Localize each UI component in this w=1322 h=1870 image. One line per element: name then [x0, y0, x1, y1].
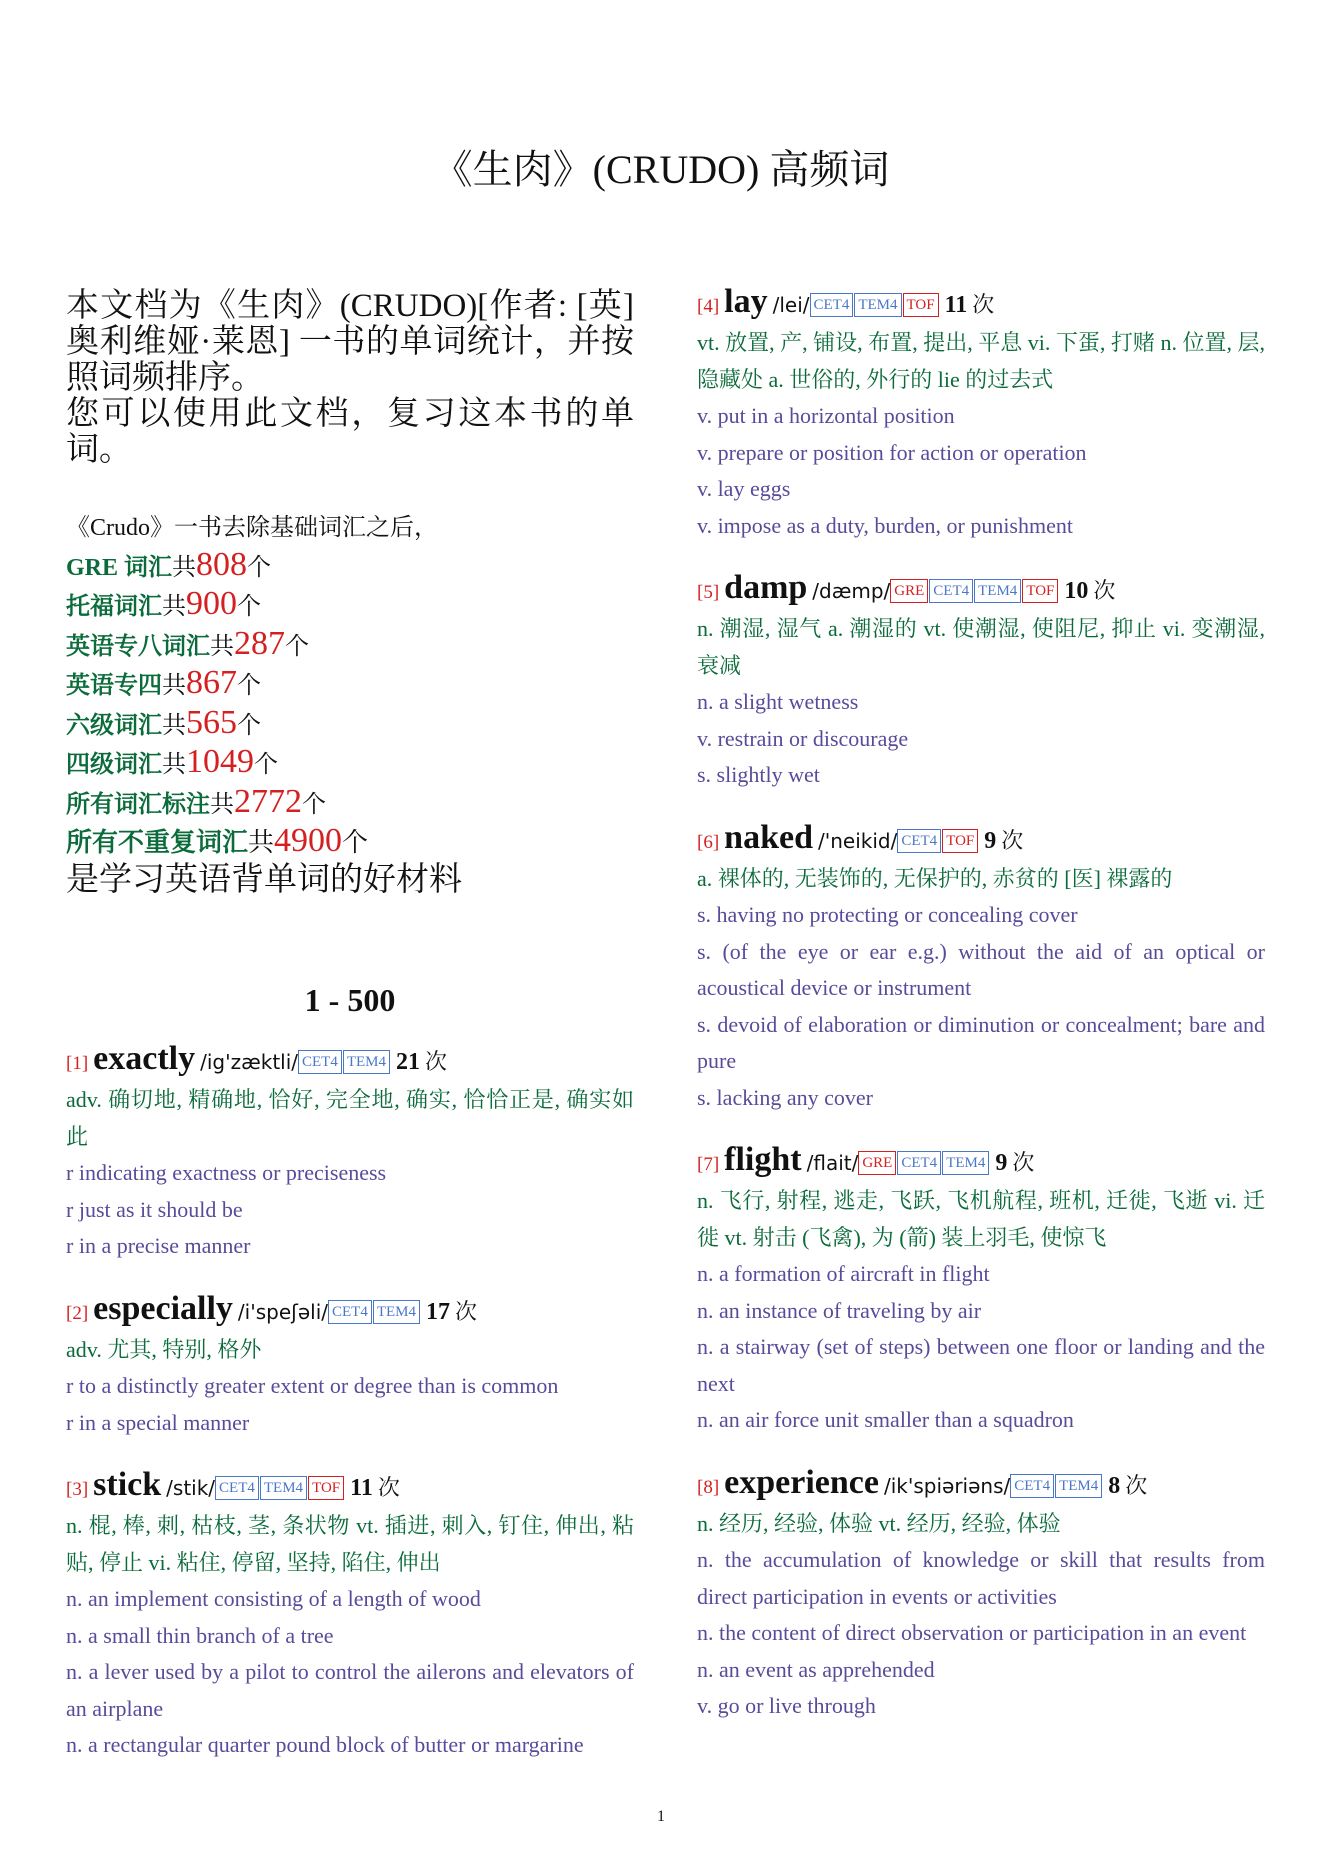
stat-row [66, 626, 634, 666]
word-entry [66, 1467, 634, 1764]
entry-phonetic: /flait/ [806, 1151, 859, 1175]
entry-tag: TOF [308, 1476, 344, 1500]
entry-index: [1] [66, 1053, 89, 1074]
intro-line-2: 您可以使用此文档，复习这本书的单词。 [66, 396, 634, 468]
entry-head [66, 1467, 634, 1508]
entry-count: 21 [396, 1049, 421, 1075]
entry-english-definition: r in a special manner [66, 1409, 250, 1435]
stat-total-word: 共 [162, 712, 186, 739]
page-number: 1 [657, 1808, 665, 1825]
entries-left [66, 1041, 634, 1764]
entry-phonetic: /stik/ [166, 1476, 216, 1500]
entry-index: [5] [697, 582, 720, 603]
entry-english-definition: v. put in a horizontal position [697, 403, 955, 428]
stat-label: GRE 词汇 [66, 554, 173, 581]
stat-count: 565 [186, 703, 237, 741]
stat-label: 所有词汇标注 [66, 791, 210, 818]
entry-count-suffix: 次 [1012, 1150, 1035, 1175]
stat-row [66, 744, 634, 784]
entry-english-definition: v. impose as a duty, burden, or punishment [697, 512, 1073, 538]
entry-tag: TEM4 [974, 579, 1021, 603]
entry-tag: TOF [903, 293, 939, 317]
stat-unit: 个 [285, 633, 309, 660]
entry-word: especially [93, 1289, 233, 1327]
right-column [697, 284, 1265, 1751]
stat-total-word: 共 [162, 673, 186, 699]
entry-index: [2] [66, 1302, 89, 1324]
stat-row [66, 705, 634, 745]
entry-index: [3] [66, 1479, 89, 1500]
entry-count: 10 [1064, 578, 1089, 604]
entry-head [697, 284, 1265, 325]
entry-word: lay [724, 283, 768, 320]
entry-english-definition: r indicating exactness or preciseness [66, 1160, 387, 1185]
intro-line-1: 本文档为《生肉》(CRUDO)[作者: [英] 奥利维娅·莱恩] 一书的单词统计，并按照词频排序。 [66, 288, 634, 396]
entry-english-definition: n. a rectangular quarter pound block of butter or margarine [66, 1732, 584, 1757]
stat-unit: 个 [342, 828, 369, 857]
stat-total-word: 共 [210, 791, 234, 818]
entry-head [697, 570, 1265, 611]
stat-unit: 个 [237, 594, 261, 620]
stat-count: 287 [234, 624, 285, 662]
word-entry [697, 284, 1265, 544]
stat-count: 4900 [274, 822, 343, 859]
entry-english-definition: n. an event as apprehended [697, 1656, 935, 1682]
entry-phonetic: /lei/ [772, 293, 810, 317]
entries-right [697, 284, 1265, 1725]
entry-count-suffix: 次 [425, 1049, 448, 1074]
entry-count-suffix: 次 [972, 292, 995, 317]
entry-head [66, 1291, 634, 1332]
stat-unit: 个 [237, 673, 261, 699]
entry-english-definition: s. having no protecting or concealing cover [697, 902, 1078, 927]
entry-tag: TEM4 [260, 1476, 307, 1500]
stat-total-word: 共 [248, 828, 275, 857]
range-heading: 1 - 500 [304, 982, 396, 1018]
entry-phonetic: /dæmp/ [812, 579, 891, 603]
entry-english-definition: n. an air force unit smaller than a squadron [697, 1407, 1074, 1432]
entry-english-definition: n. a slight wetness [697, 689, 859, 714]
entry-english-definition: r just as it should be [66, 1196, 243, 1222]
entry-word: experience [724, 1463, 879, 1501]
entry-english-definition: n. the accumulation of knowledge or skill that results from direct participation in events or activities [697, 1547, 1265, 1609]
left-column [66, 288, 634, 1790]
entry-count: 9 [995, 1150, 1008, 1176]
stat-label: 英语专八词汇 [66, 633, 210, 660]
intro [66, 288, 634, 468]
entry-head [697, 1142, 1265, 1183]
entry-tag: TEM4 [373, 1300, 420, 1324]
entry-tag: TOF [942, 829, 978, 853]
entry-chinese-definition: n. 潮湿, 湿气 a. 潮湿的 vt. 使潮湿, 使阻尼, 抑止 vi. 变潮湿, 衰减 [697, 616, 1265, 678]
entry-word: naked [724, 818, 813, 856]
word-entry [66, 1291, 634, 1442]
stat-unit: 个 [237, 712, 261, 739]
stat-count: 808 [196, 545, 248, 583]
entry-tag: CET4 [929, 579, 973, 603]
entry-chinese-definition: n. 经历, 经验, 体验 vt. 经历, 经验, 体验 [697, 1510, 1061, 1536]
stat-row [66, 547, 634, 587]
entry-phonetic: /ig'zæktli/ [200, 1050, 299, 1074]
stat-count: 2772 [234, 782, 302, 820]
entry-chinese-definition: vt. 放置, 产, 铺设, 布置, 提出, 平息 vi. 下蛋, 打赌 n. 位置, 层, 隐藏处 a. 世俗的, 外行的 lie 的过去式 [697, 330, 1265, 392]
entry-english-definition: n. a stairway (set of steps) between one floor or landing and the next [697, 1334, 1265, 1396]
stat-label: 英语专四 [66, 673, 162, 699]
entry-tag: TEM4 [1055, 1474, 1102, 1498]
entry-tag: CET4 [897, 829, 941, 853]
stat-row [66, 586, 634, 626]
entry-tag: GRE [890, 579, 928, 603]
entry-tag: TEM4 [942, 1151, 989, 1175]
entry-chinese-definition: a. 裸体的, 无装饰的, 无保护的, 赤贫的 [医] 裸露的 [697, 865, 1173, 891]
entry-chinese-definition: adv. 确切地, 精确地, 恰好, 完全地, 确实, 恰恰正是, 确实如此 [66, 1087, 634, 1149]
entry-tag: TOF [1022, 579, 1058, 603]
entry-word: damp [724, 569, 808, 606]
word-entry [697, 1142, 1265, 1439]
stat-total-word: 共 [172, 554, 197, 581]
stat-count: 900 [186, 585, 237, 622]
stat-count: 1049 [186, 743, 254, 780]
entry-chinese-definition: n. 棍, 棒, 刺, 枯枝, 茎, 条状物 vt. 插进, 刺入, 钉住, 伸出, 粘贴, 停止 vi. 粘住, 停留, 坚持, 陷住, 伸出 [66, 1513, 634, 1575]
entry-count: 8 [1108, 1472, 1121, 1499]
word-entry [66, 1041, 634, 1265]
entry-english-definition: n. an instance of traveling by air [697, 1297, 982, 1323]
entry-tag: CET4 [298, 1050, 342, 1074]
stat-label: 四级词汇 [66, 752, 162, 778]
entry-tag: CET4 [897, 1151, 941, 1175]
entry-tag: CET4 [1010, 1474, 1054, 1498]
entry-count: 17 [426, 1298, 451, 1325]
page-title: 《生肉》(CRUDO) 高频词 [432, 147, 890, 192]
stat-unit: 个 [247, 554, 272, 581]
entry-english-definition: n. a small thin branch of a tree [66, 1622, 334, 1648]
entry-head [66, 1041, 634, 1082]
entry-index: [8] [697, 1476, 720, 1498]
entry-english-definition: s. lacking any cover [697, 1084, 873, 1110]
entry-english-definition: v. go or live through [697, 1693, 876, 1718]
stat-label: 六级词汇 [66, 712, 162, 739]
entry-head [697, 1465, 1265, 1506]
entry-index: [6] [697, 831, 720, 853]
entry-english-definition: n. the content of direct observation or participation in an event [697, 1620, 1247, 1645]
entry-head [697, 820, 1265, 861]
stat-total-word: 共 [162, 594, 186, 620]
entry-count: 11 [944, 292, 968, 318]
stat-row [66, 665, 634, 705]
entry-count-suffix: 次 [1001, 827, 1024, 853]
stat-unit: 个 [302, 791, 326, 818]
stat-unit: 个 [254, 752, 278, 778]
entry-count: 9 [984, 827, 997, 854]
stat-row [66, 823, 634, 862]
entry-english-definition: n. an implement consisting of a length of wood [66, 1586, 481, 1611]
entry-phonetic: /i'speʃəli/ [237, 1299, 329, 1324]
stat-label: 所有不重复词汇 [66, 828, 249, 857]
entry-chinese-definition: n. 飞行, 射程, 逃走, 飞跃, 飞机航程, 班机, 迁徙, 飞逝 vi. 迁徙 vt. 射击 (飞禽), 为 (箭) 装上羽毛, 使惊飞 [697, 1188, 1265, 1250]
stat-total-word: 共 [210, 633, 234, 660]
stat-label: 托福词汇 [66, 594, 162, 620]
word-entry [697, 820, 1265, 1117]
entry-english-definition: r to a distinctly greater extent or degree than is common [66, 1373, 559, 1398]
word-entry [697, 1465, 1265, 1725]
stat-row [66, 784, 634, 824]
stats-lead: 《Crudo》一书去除基础词汇之后， [66, 515, 438, 541]
entry-chinese-definition: adv. 尤其, 特别, 格外 [66, 1336, 262, 1362]
entry-index: [7] [697, 1154, 720, 1175]
entry-english-definition: v. lay eggs [697, 476, 791, 501]
entry-count: 11 [350, 1475, 373, 1501]
entry-word: stick [93, 1466, 162, 1503]
entry-tag: CET4 [810, 293, 854, 317]
stats-closing: 是学习英语背单词的好材料 [66, 861, 462, 898]
entry-word: flight [724, 1141, 802, 1178]
entry-english-definition: s. slightly wet [697, 762, 820, 787]
entry-count-suffix: 次 [455, 1298, 478, 1324]
entry-phonetic: /'neikid/ [817, 828, 898, 853]
entry-count-suffix: 次 [1093, 578, 1116, 603]
stat-total-word: 共 [162, 752, 186, 778]
entry-word: exactly [93, 1040, 196, 1077]
stats-list [66, 547, 634, 862]
entry-english-definition: v. restrain or discourage [697, 725, 909, 751]
entry-english-definition: n. a formation of aircraft in flight [697, 1261, 990, 1286]
entry-tag: GRE [858, 1151, 896, 1175]
entry-tag: TEM4 [854, 293, 901, 317]
entry-english-definition: s. (of the eye or ear e.g.) without the aid of an optical or acoustical device or instrument [697, 938, 1265, 1000]
entry-english-definition: s. devoid of elaboration or diminution or concealment; bare and pure [697, 1011, 1265, 1073]
stats-block [66, 510, 634, 898]
entry-count-suffix: 次 [1125, 1472, 1148, 1498]
entry-english-definition: n. a lever used by a pilot to control the ailerons and elevators of an airplane [66, 1659, 634, 1721]
word-entry [697, 570, 1265, 794]
stat-count: 867 [186, 664, 237, 701]
entry-index: [4] [697, 296, 720, 317]
entry-tag: TEM4 [343, 1050, 390, 1074]
entry-english-definition: r in a precise manner [66, 1233, 251, 1258]
entry-tag: CET4 [215, 1476, 259, 1500]
entry-tag: CET4 [328, 1300, 372, 1324]
entry-count-suffix: 次 [377, 1475, 400, 1500]
entry-phonetic: /ik'spiəriəns/ [883, 1473, 1011, 1498]
entry-english-definition: v. prepare or position for action or operation [697, 439, 1087, 465]
